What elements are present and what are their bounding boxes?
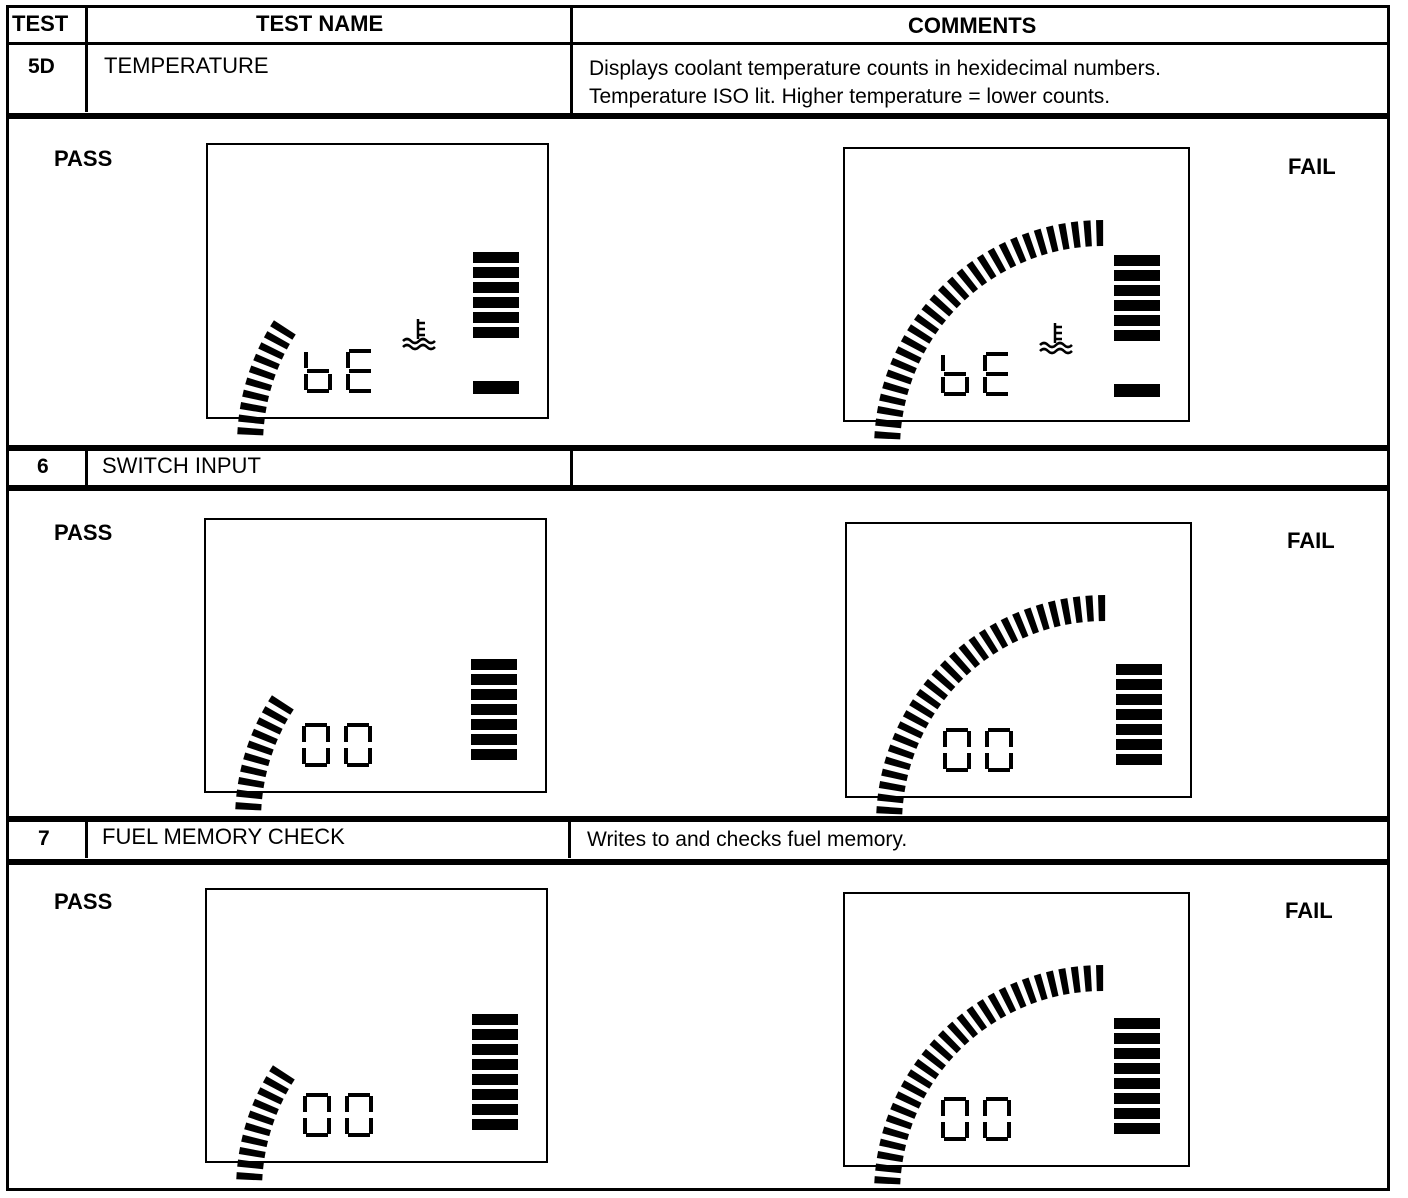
fuel-bar-segment	[472, 1104, 518, 1115]
digit-segment	[305, 763, 327, 767]
digit-segment	[983, 1100, 987, 1116]
digit-segment	[985, 753, 989, 769]
test-id: 6	[37, 455, 49, 478]
column-divider	[85, 447, 88, 487]
digit-segment	[944, 1097, 966, 1101]
digit-segment	[983, 377, 987, 393]
tach-segment	[879, 394, 906, 406]
digit-segment	[349, 369, 371, 373]
fuel-bar-segment	[473, 312, 519, 323]
header-comments: COMMENTS	[908, 13, 1037, 38]
tach-segment	[1071, 966, 1081, 993]
column-divider	[85, 818, 88, 858]
tach-segment	[239, 1147, 266, 1158]
tach-segment	[1046, 971, 1059, 998]
fuel-bar-segment	[471, 674, 517, 685]
fuel-bar-segment	[1114, 1093, 1160, 1104]
test-comment	[589, 55, 1161, 111]
fuel-bar-segment	[1114, 1018, 1160, 1029]
fuel-bar-segment	[1116, 679, 1162, 690]
header-divider	[6, 42, 1390, 45]
digit-segment	[304, 374, 308, 390]
fuel-bar-segment	[473, 381, 519, 394]
digit-segment	[986, 372, 1008, 376]
digit-segment	[944, 392, 966, 396]
tach-segment	[1024, 607, 1039, 634]
pass-label: PASS	[54, 146, 113, 171]
fuel-bar-segment	[1114, 1078, 1160, 1089]
digit-segment	[967, 731, 971, 747]
lcd-digit	[303, 1093, 331, 1137]
digit-segment	[986, 1097, 1008, 1101]
digit-segment	[943, 731, 947, 747]
tach-segment	[242, 390, 269, 402]
coolant-temperature-icon	[1040, 323, 1072, 353]
digit-segment	[303, 1118, 307, 1134]
fuel-bar-segment	[472, 1044, 518, 1055]
pass-display	[205, 888, 548, 1163]
digit-segment	[344, 748, 348, 764]
tach-segment	[1058, 223, 1069, 250]
tach-segment	[1083, 220, 1092, 246]
digit-segment	[346, 352, 350, 368]
column-divider	[570, 5, 573, 116]
fuel-bar-segment	[1114, 300, 1160, 311]
digit-segment	[347, 763, 369, 767]
digit-segment	[306, 1093, 328, 1097]
tach-segment	[882, 381, 909, 395]
fuel-bar-segment	[1114, 285, 1160, 296]
tach-segment	[241, 1135, 268, 1147]
fuel-bar-segment	[1116, 724, 1162, 735]
fuel-bar-segment	[472, 1029, 518, 1040]
fuel-bar-segment	[1114, 1108, 1160, 1119]
digit-segment	[349, 349, 371, 353]
tach-segment	[881, 769, 908, 781]
digit-segment	[368, 726, 372, 742]
digit-segment	[347, 723, 369, 727]
fuel-bar-segment	[471, 749, 517, 760]
digit-segment	[303, 1096, 307, 1112]
tach-segment	[1096, 220, 1103, 246]
digit-segment	[307, 389, 329, 393]
digit-segment	[1009, 753, 1013, 769]
lcd-digit	[983, 1097, 1011, 1141]
tach-segment	[1058, 968, 1069, 995]
tach-segment	[244, 1122, 271, 1136]
pass-label: PASS	[54, 889, 113, 914]
fuel-bar-segment	[471, 689, 517, 700]
digit-segment	[965, 1100, 969, 1116]
fuel-bar-segment	[1114, 270, 1160, 281]
digit-segment	[944, 372, 966, 376]
fail-display	[845, 522, 1192, 798]
digit-segment	[328, 374, 332, 390]
row-divider	[6, 445, 1390, 451]
digit-segment	[986, 352, 1008, 356]
fuel-bar-segment	[1116, 694, 1162, 705]
digit-segment	[985, 731, 989, 747]
lcd-digit	[304, 352, 332, 393]
digit-segment	[368, 748, 372, 764]
digit-segment	[346, 374, 350, 390]
row-divider	[6, 485, 1390, 491]
fuel-bar-segment	[472, 1119, 518, 1130]
fuel-bar-segment	[1114, 330, 1160, 341]
test-name: TEMPERATURE	[104, 53, 269, 78]
digit-segment	[307, 369, 329, 373]
pass-display	[206, 143, 549, 419]
digit-segment	[327, 1118, 331, 1134]
fuel-bar-segment	[471, 659, 517, 670]
digit-segment	[369, 1118, 373, 1134]
tach-segment	[1048, 601, 1061, 628]
lcd-digit	[941, 355, 969, 396]
fuel-bar-segment	[473, 252, 519, 263]
digit-segment	[348, 1093, 370, 1097]
fuel-bar-segment	[1114, 255, 1160, 266]
fuel-bar-segment	[1114, 315, 1160, 326]
digit-segment	[967, 753, 971, 769]
digit-segment	[944, 1137, 966, 1141]
test-name: SWITCH INPUT	[102, 453, 261, 478]
digit-segment	[941, 1122, 945, 1138]
fuel-bar-segment	[1114, 1063, 1160, 1074]
tach-segment	[1022, 977, 1037, 1004]
digit-segment	[965, 377, 969, 393]
test-id: 5D	[28, 55, 55, 78]
test-comment	[587, 826, 907, 854]
digit-segment	[946, 768, 968, 772]
tach-segment	[1083, 965, 1092, 991]
lcd-digit	[985, 728, 1013, 772]
fuel-bar-segment	[1116, 739, 1162, 750]
lcd-digit	[302, 723, 330, 767]
digit-segment	[327, 1096, 331, 1112]
fail-label: FAIL	[1288, 154, 1336, 179]
fuel-bar-segment	[1114, 1033, 1160, 1044]
digit-segment	[349, 389, 371, 393]
comment-line: Displays coolant temperature counts in hexidecimal numbers.	[589, 57, 1161, 80]
pass-display	[204, 518, 547, 793]
row-divider	[6, 859, 1390, 865]
digit-segment	[965, 1122, 969, 1138]
fuel-bar-segment	[473, 282, 519, 293]
digit-segment	[302, 726, 306, 742]
tach-segment	[886, 1114, 913, 1129]
fail-label: FAIL	[1287, 528, 1335, 553]
fuel-bar-segment	[471, 704, 517, 715]
tach-segment	[1096, 965, 1103, 991]
fuel-bar-segment	[471, 734, 517, 745]
fuel-bar-segment	[473, 297, 519, 308]
test-id: 7	[38, 827, 50, 850]
lcd-digit	[943, 728, 971, 772]
fuel-bar-segment	[472, 1074, 518, 1085]
fuel-bar-segment	[1116, 664, 1162, 675]
comment-line: Temperature ISO lit. Higher temperature = lower counts.	[589, 85, 1111, 108]
digit-segment	[983, 355, 987, 371]
fuel-bar-segment	[472, 1089, 518, 1100]
digit-segment	[345, 1096, 349, 1112]
row-divider	[6, 816, 1390, 822]
column-divider	[85, 5, 88, 112]
digit-segment	[344, 726, 348, 742]
lcd-digit	[345, 1093, 373, 1137]
column-divider	[570, 447, 573, 487]
tach-segment	[884, 756, 911, 770]
tach-segment	[249, 365, 276, 380]
column-divider	[568, 818, 571, 858]
fuel-bar-segment	[1114, 384, 1160, 397]
digit-segment	[345, 1118, 349, 1134]
digit-segment	[369, 1096, 373, 1112]
digit-segment	[943, 753, 947, 769]
tach-segment	[877, 406, 904, 417]
digit-segment	[941, 377, 945, 393]
digit-segment	[326, 726, 330, 742]
test-name: FUEL MEMORY CHECK	[102, 824, 345, 849]
fuel-bar-segment	[1114, 1123, 1160, 1134]
tach-segment	[1034, 974, 1048, 1001]
pass-label: PASS	[54, 520, 113, 545]
fuel-bar-segment	[472, 1014, 518, 1025]
digit-segment	[1007, 1100, 1011, 1116]
fail-display	[843, 892, 1190, 1167]
row-divider	[6, 113, 1390, 119]
tach-segment	[879, 1139, 906, 1151]
lcd-digit	[346, 349, 371, 393]
fuel-bar-segment	[471, 719, 517, 730]
digit-segment	[986, 392, 1008, 396]
digit-segment	[306, 1133, 328, 1137]
digit-segment	[304, 352, 308, 368]
digit-segment	[941, 355, 945, 371]
digit-segment	[1009, 731, 1013, 747]
fuel-bar-segment	[1114, 1048, 1160, 1059]
coolant-temperature-icon	[403, 319, 435, 349]
digit-segment	[326, 748, 330, 764]
tach-segment	[247, 740, 274, 755]
tach-segment	[877, 1151, 904, 1162]
tach-segment	[1036, 604, 1050, 631]
digit-segment	[302, 748, 306, 764]
tach-segment	[245, 377, 272, 391]
digit-segment	[986, 1137, 1008, 1141]
tach-segment	[1046, 226, 1059, 253]
tach-segment	[879, 781, 906, 792]
fuel-bar-segment	[473, 267, 519, 278]
tach-segment	[1073, 596, 1083, 623]
tach-segment	[238, 777, 265, 788]
tach-segment	[1071, 221, 1081, 248]
fuel-bar-segment	[473, 327, 519, 338]
digit-segment	[983, 1122, 987, 1138]
tach-segment	[248, 1110, 275, 1125]
fuel-bar-segment	[1116, 754, 1162, 765]
digit-segment	[941, 1100, 945, 1116]
lcd-digit	[983, 352, 1008, 396]
tach-segment	[240, 765, 267, 777]
lcd-digit	[344, 723, 372, 767]
lcd-digit	[941, 1097, 969, 1141]
comment-line: Writes to and checks fuel memory.	[587, 828, 908, 851]
tach-segment	[1022, 232, 1037, 259]
fuel-bar-segment	[472, 1059, 518, 1070]
tach-segment	[1085, 595, 1094, 621]
tach-segment	[1098, 595, 1105, 621]
fuel-bar-segment	[1116, 709, 1162, 720]
digit-segment	[946, 728, 968, 732]
digit-segment	[988, 768, 1010, 772]
digit-segment	[988, 728, 1010, 732]
tach-segment	[1034, 229, 1048, 256]
tach-segment	[240, 402, 267, 413]
header-test: TEST	[12, 11, 69, 36]
header-test-name: TEST NAME	[256, 11, 384, 36]
tach-segment	[886, 369, 913, 384]
digit-segment	[1007, 1122, 1011, 1138]
tach-segment	[882, 1126, 909, 1140]
tach-segment	[1060, 598, 1071, 625]
digit-segment	[348, 1133, 370, 1137]
digit-segment	[305, 723, 327, 727]
fail-display	[843, 147, 1190, 422]
tach-segment	[888, 744, 915, 759]
tach-segment	[243, 752, 270, 766]
fail-label: FAIL	[1285, 898, 1333, 923]
